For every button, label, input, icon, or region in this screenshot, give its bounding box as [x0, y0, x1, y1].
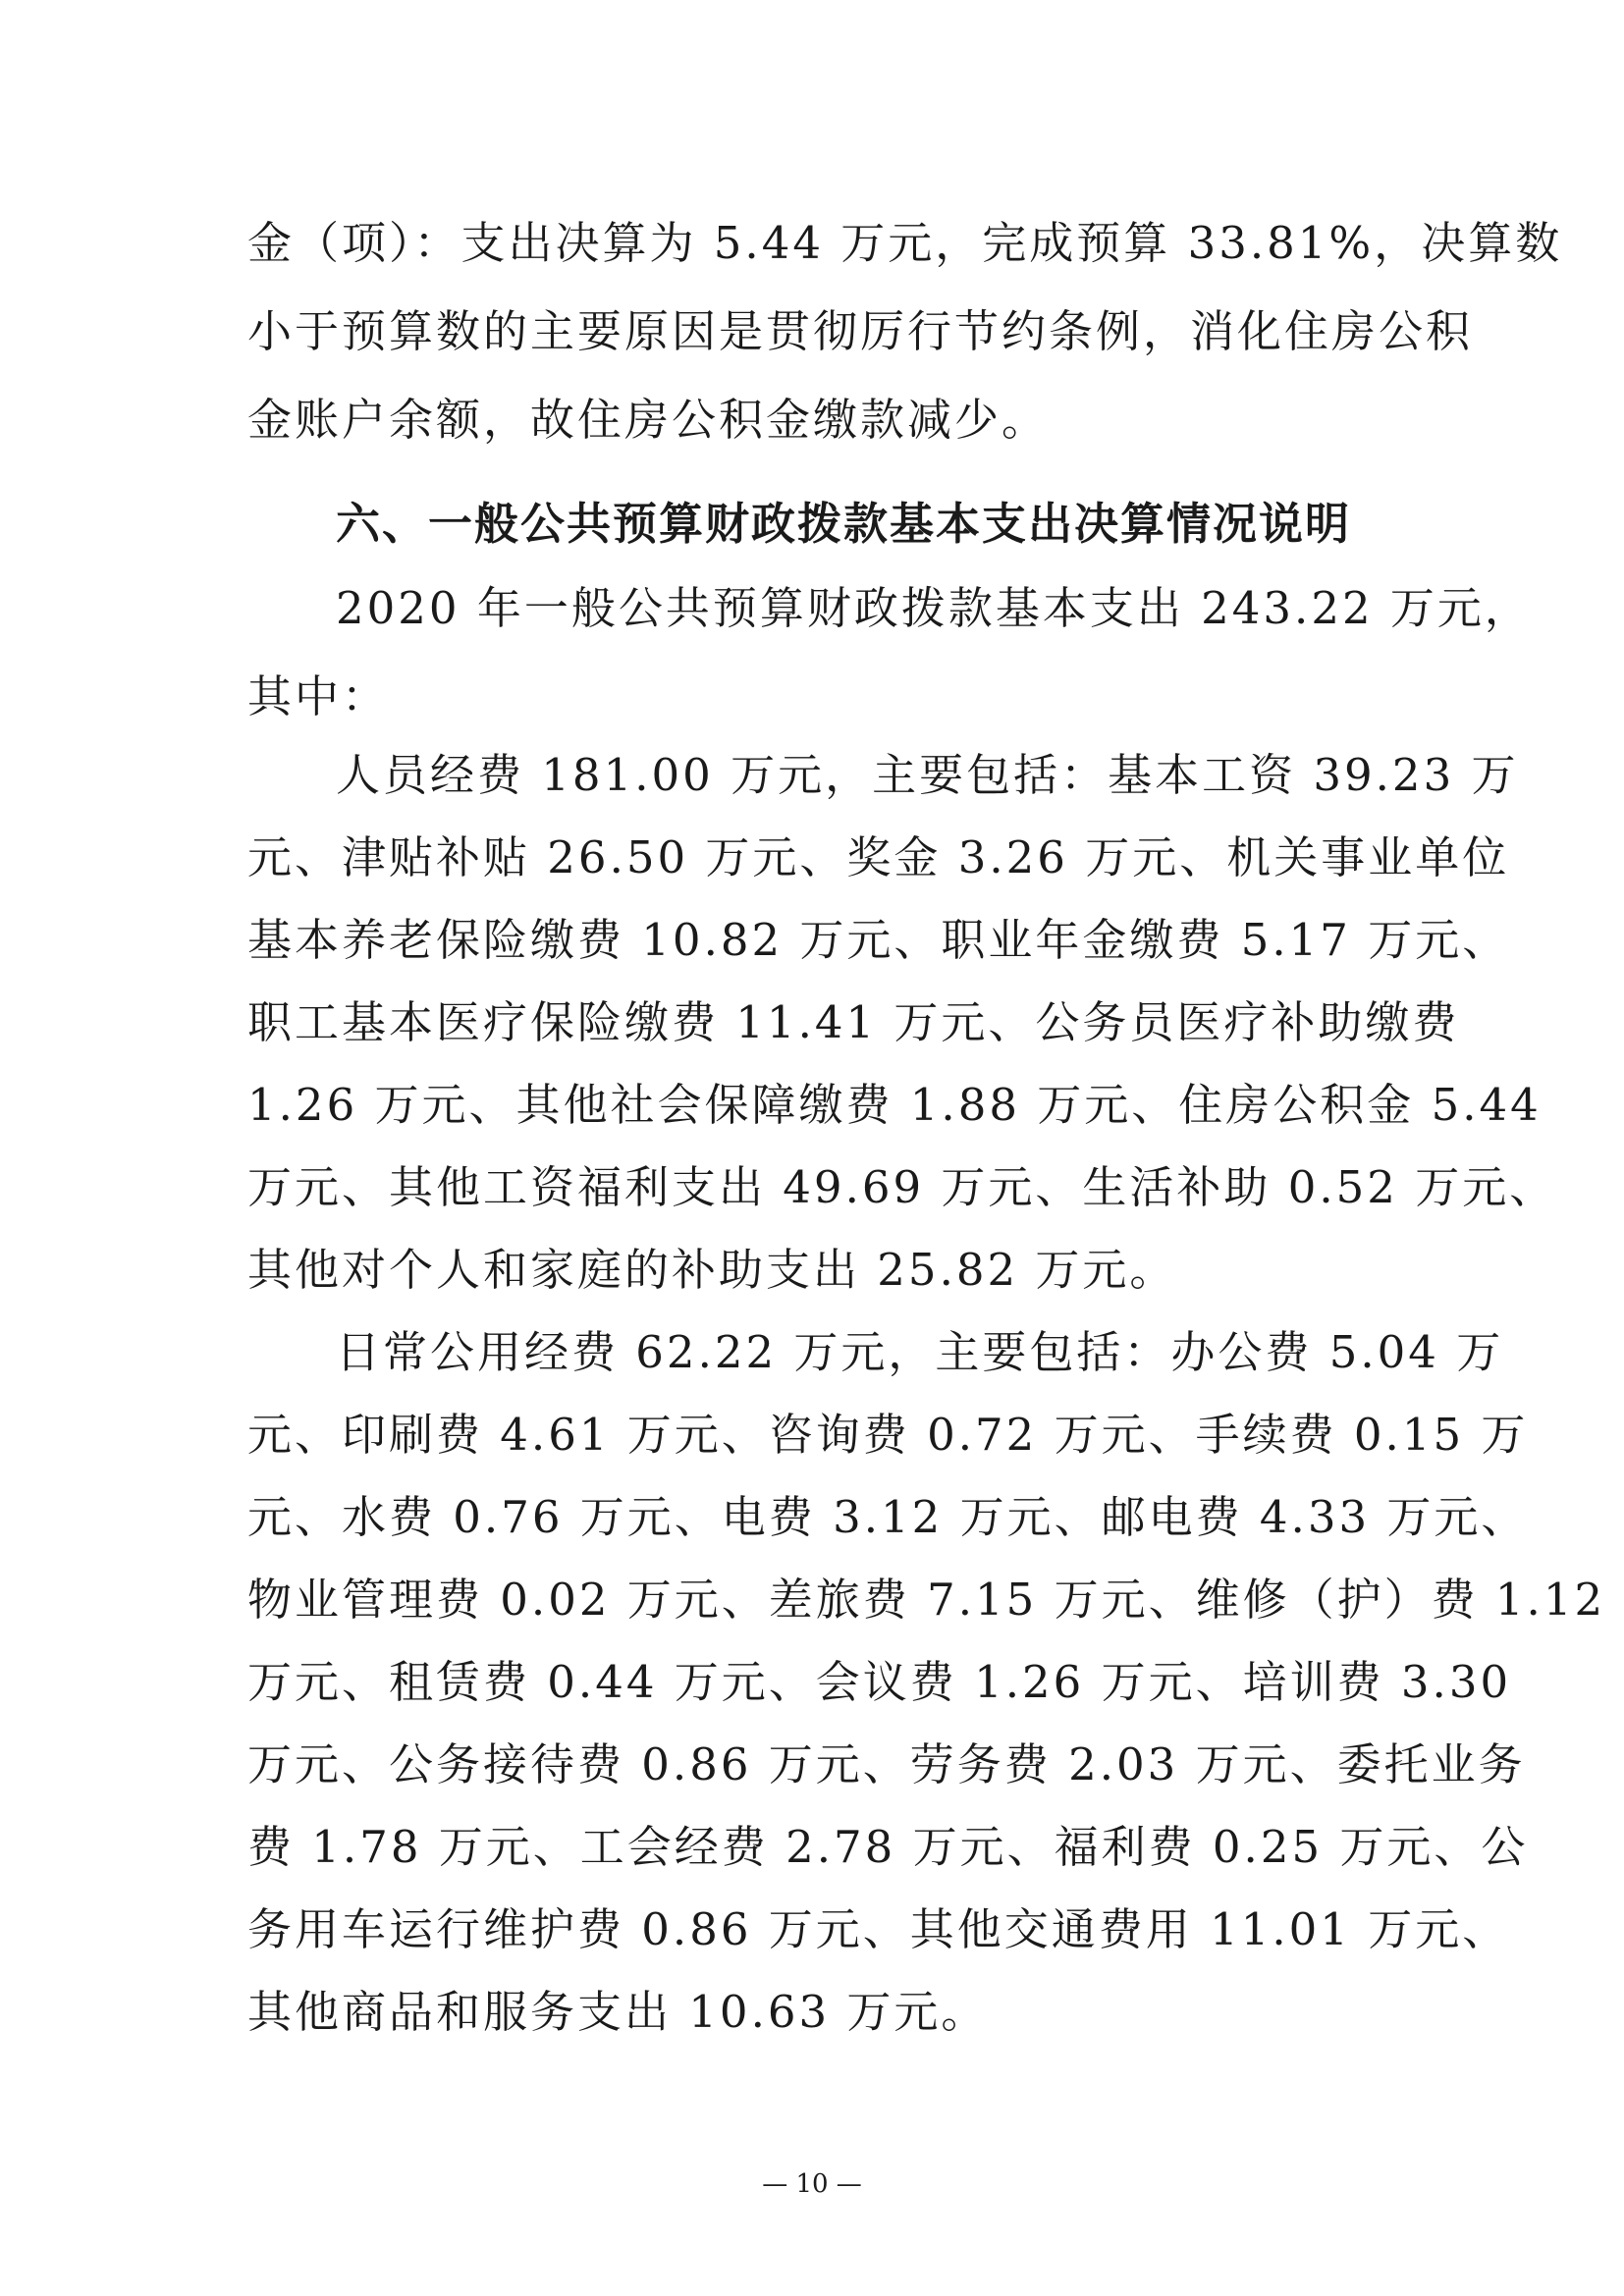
paragraph-line: 费 1.78 万元、工会经费 2.78 万元、福利费 0.25 万元、公 — [247, 1821, 1529, 1873]
paragraph-line: 日常公用经费 62.22 万元，主要包括：办公费 5.04 万 — [336, 1326, 1504, 1378]
paragraph-line: 其他商品和服务支出 10.63 万元。 — [247, 1986, 989, 2038]
paragraph-line: 金（项）：支出决算为 5.44 万元，完成预算 33.81%，决算数 — [247, 217, 1563, 269]
paragraph-line: 物业管理费 0.02 万元、差旅费 7.15 万元、维修（护）费 1.12 — [247, 1574, 1606, 1626]
paragraph-line: 其中： — [247, 670, 390, 722]
paragraph-line: 职工基本医疗保险缴费 11.41 万元、公务员医疗补助缴费 — [247, 996, 1460, 1048]
paragraph-line: 金账户余额，故住房公积金缴款减少。 — [247, 394, 1050, 446]
paragraph-line: 其他对个人和家庭的补助支出 25.82 万元。 — [247, 1244, 1177, 1296]
paragraph-line: 元、印刷费 4.61 万元、咨询费 0.72 万元、手续费 0.15 万 — [247, 1409, 1529, 1461]
page-number: — 10 — — [762, 2169, 862, 2199]
paragraph-line: 元、水费 0.76 万元、电费 3.12 万元、邮电费 4.33 万元、 — [247, 1491, 1529, 1543]
paragraph-line: 务用车运行维护费 0.86 万元、其他交通费用 11.01 万元、 — [247, 1903, 1510, 1955]
paragraph-line: 万元、其他工资福利支出 49.69 万元、生活补助 0.52 万元、 — [247, 1161, 1557, 1213]
paragraph-line: 小于预算数的主要原因是贯彻厉行节约条例，消化住房公积 — [247, 305, 1474, 357]
paragraph-line: 1.26 万元、其他社会保障缴费 1.88 万元、住房公积金 5.44 — [247, 1079, 1542, 1131]
section-heading: 六、一般公共预算财政拨款基本支出决算情况说明 — [336, 498, 1352, 550]
paragraph-line: 基本养老保险缴费 10.82 万元、职业年金缴费 5.17 万元、 — [247, 914, 1510, 966]
paragraph-line: 万元、租赁费 0.44 万元、会议费 1.26 万元、培训费 3.30 — [247, 1656, 1512, 1708]
paragraph-line: 万元、公务接待费 0.86 万元、劳务费 2.03 万元、委托业务 — [247, 1738, 1526, 1790]
paragraph-line: 元、津贴补贴 26.50 万元、奖金 3.26 万元、机关事业单位 — [247, 831, 1510, 883]
paragraph-line: 2020 年一般公共预算财政拨款基本支出 243.22 万元， — [336, 582, 1532, 634]
paragraph-line: 人员经费 181.00 万元，主要包括：基本工资 39.23 万 — [336, 749, 1519, 801]
